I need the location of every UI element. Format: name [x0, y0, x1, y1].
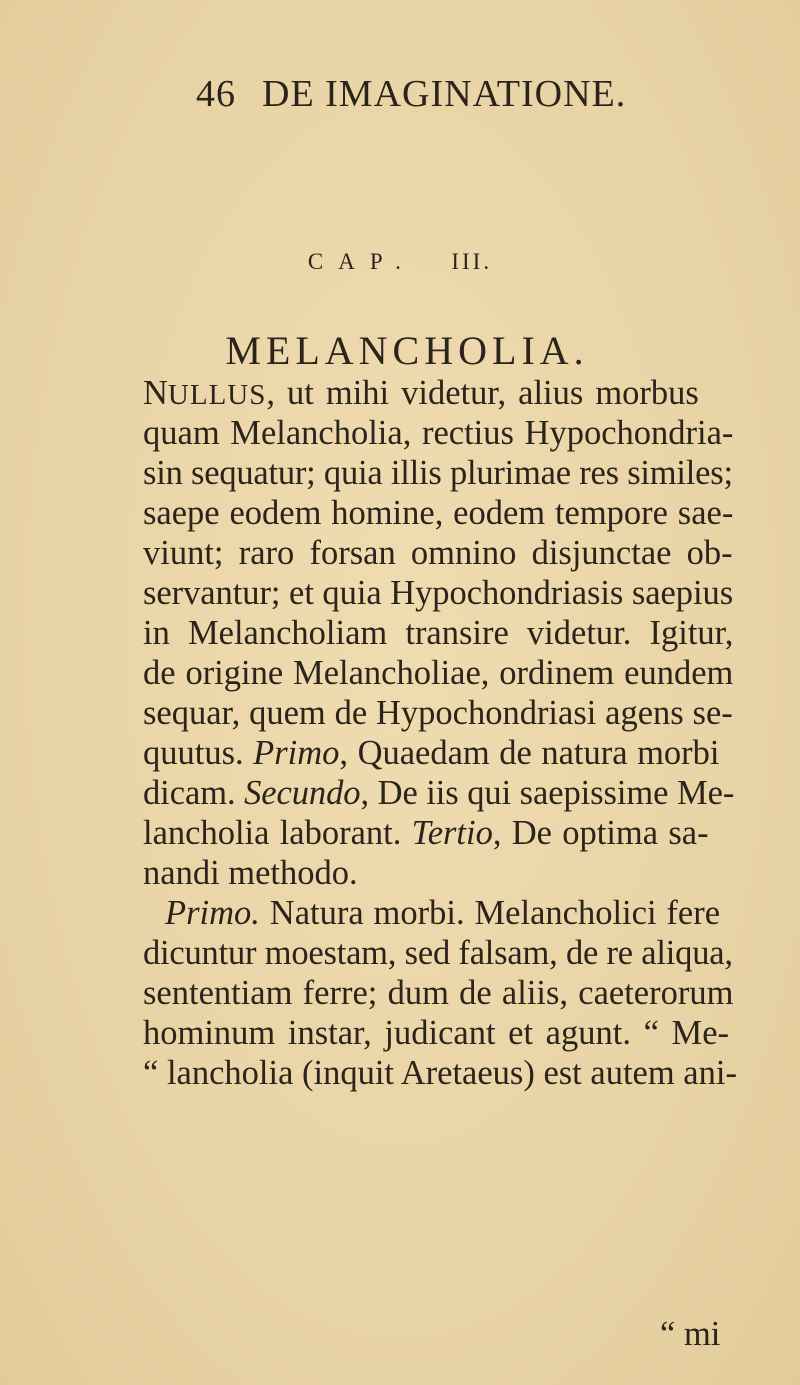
text-line-18: “ lancholia (inquit Aretaeus) est autem ani-: [143, 1054, 737, 1092]
catchword: “ mi: [660, 1315, 721, 1353]
text-line-17: hominum instar, judicant et agunt. “ Me-: [143, 1014, 729, 1052]
text-line-15: dicuntur moestam, sed falsam, de re aliqua,: [143, 934, 733, 972]
chapter-cap-label: CAP.: [307, 249, 416, 274]
text-line-6: servantur; et quia Hypochondriasis saepius: [143, 574, 734, 612]
text-line-2: quam Melancholia, rectius Hypochondria-: [143, 414, 734, 452]
text-line-14: [165, 893, 720, 933]
chapter-label: [0, 249, 800, 275]
text-line-4: saepe eodem homine, eodem tempore sae-: [143, 494, 734, 532]
line-10-end: , Quaedam de natura morbi: [339, 734, 720, 772]
text-line-8: de origine Melancholiae, ordinem eundem: [143, 654, 734, 692]
text-line-3: sin sequatur; quia illis plurimae res similes;: [143, 454, 733, 492]
line-12-end: , De optima sa-: [492, 814, 709, 852]
chapter-number: III.: [451, 249, 493, 274]
text-line-16: sententiam ferre; dum de aliis, caeterorum: [143, 974, 734, 1012]
lead-word-small-caps: ULLUS: [167, 379, 267, 411]
text-line-9: sequar, quem de Hypochondriasi agens se-: [143, 694, 733, 732]
text-line-12: [143, 813, 709, 853]
line-14-italic: Primo.: [165, 894, 260, 932]
line-10-italic: Primo: [253, 734, 340, 772]
line-14-end: Natura morbi. Melancholici fere: [259, 894, 721, 932]
chapter-title: MELANCHOLIA.: [225, 328, 589, 373]
line-1-text: , ut mihi videtur, alius morbus: [266, 374, 699, 412]
page-number: 46: [196, 73, 236, 115]
running-head: DE IMAGINATIONE.: [262, 73, 627, 115]
line-11-end: , De iis qui saepissime Me-: [360, 774, 735, 812]
line-11-italic: Secundo: [244, 774, 361, 812]
text-line-5: viunt; raro forsan omnino disjunctae ob-: [143, 534, 733, 572]
text-line-10: [143, 733, 720, 773]
line-11-start: dicam.: [143, 774, 236, 812]
text-line-11: [143, 773, 734, 813]
line-12-italic: Tertio: [411, 814, 493, 852]
lead-word-initial: N: [143, 374, 168, 412]
line-12-start: lancholia laborant.: [143, 814, 402, 852]
page-header: [0, 72, 800, 122]
text-line-7: in Melancholiam transire videtur. Igitur,: [143, 614, 734, 652]
line-10-start: quutus.: [143, 734, 244, 772]
text-line-1: [143, 373, 699, 413]
text-line-13: nandi methodo.: [143, 854, 358, 892]
